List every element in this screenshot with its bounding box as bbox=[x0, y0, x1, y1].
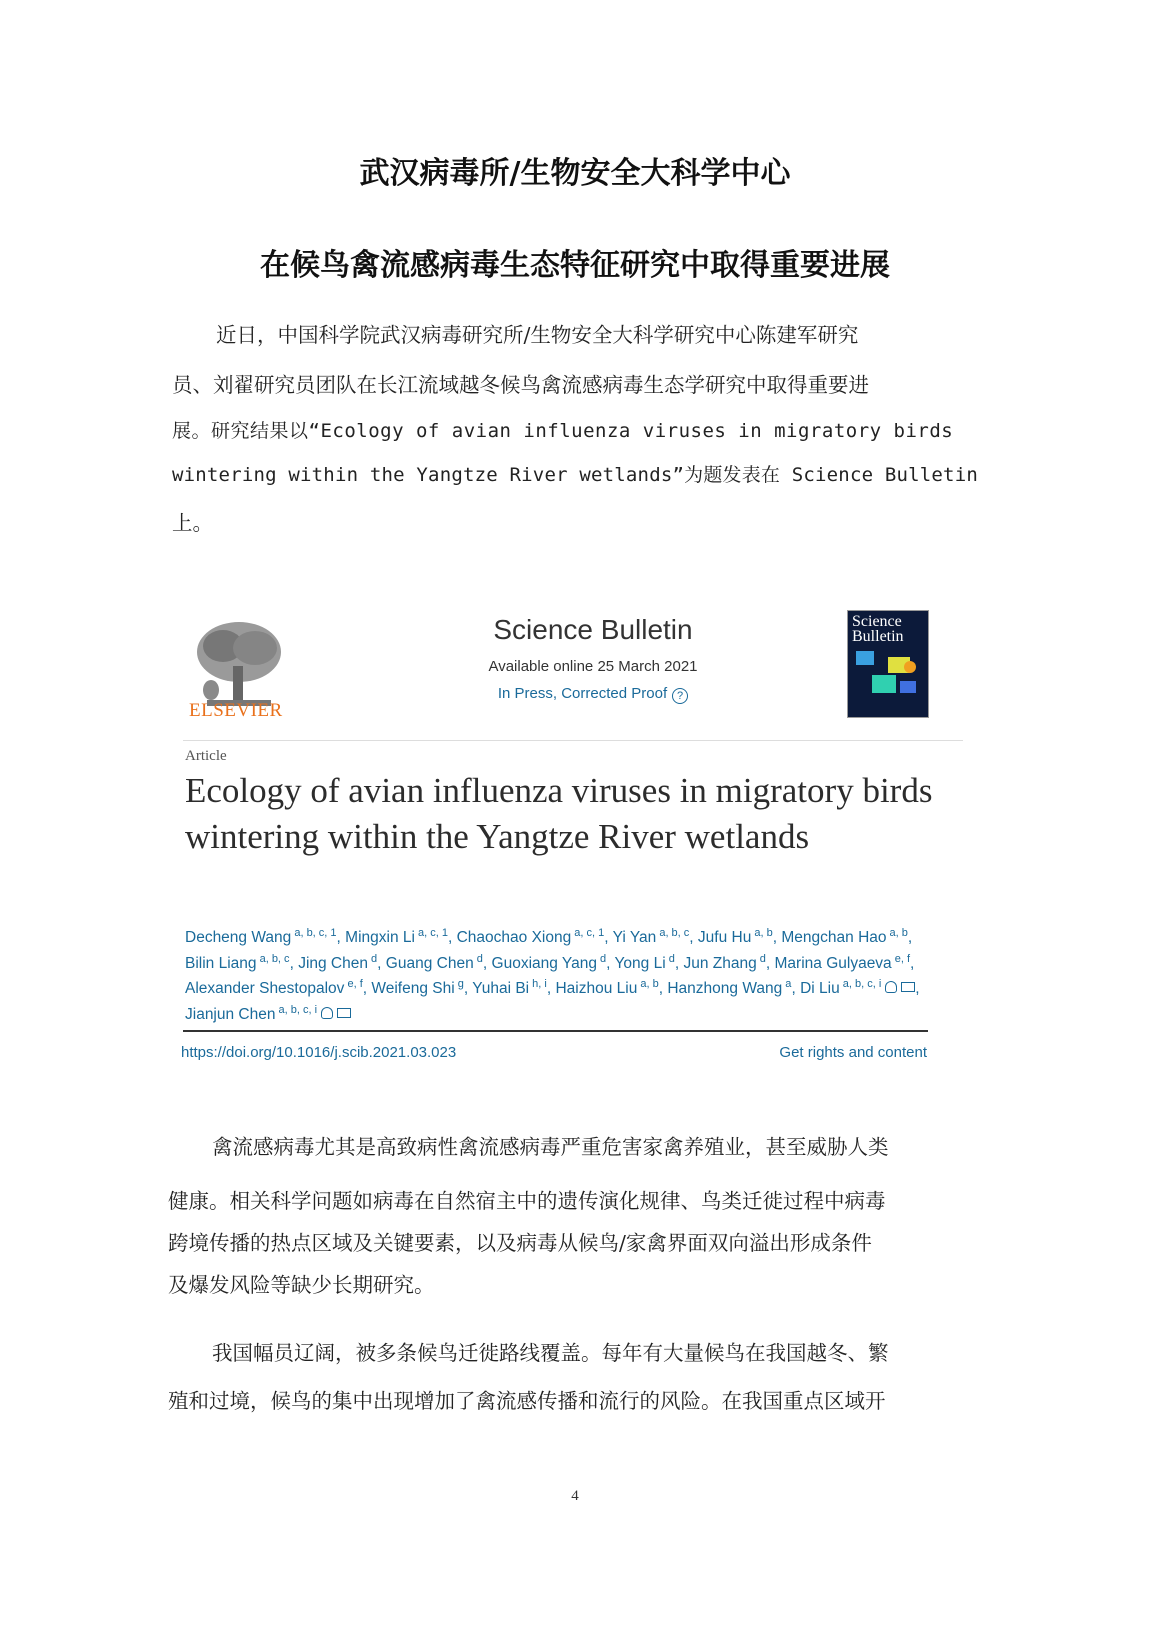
author-affiliation: d bbox=[756, 952, 766, 965]
paragraph-line: 健康。相关科学问题如病毒在自然宿主中的遗传演化规律、鸟类迁徙过程中病毒 bbox=[168, 1189, 886, 1213]
author-link[interactable] bbox=[667, 977, 792, 997]
author-name: Chaochao Xiong bbox=[456, 929, 572, 946]
author-name: Jianjun Chen bbox=[185, 1005, 276, 1023]
author-affiliation: a, c, 1 bbox=[414, 926, 448, 939]
author-name: Haizhou Liu bbox=[555, 980, 638, 997]
author-name: Jufu Hu bbox=[697, 929, 752, 946]
author-link[interactable] bbox=[612, 926, 690, 946]
author-name: Weifeng Shi bbox=[371, 980, 455, 997]
author-name: Yi Yan bbox=[612, 929, 657, 946]
journal-name-link[interactable]: Science Bulletin bbox=[493, 614, 693, 645]
author-name: Guang Chen bbox=[385, 954, 474, 972]
author-affiliation: d bbox=[473, 952, 483, 965]
author-affiliation: a, b bbox=[637, 977, 659, 990]
article-type-label: Article bbox=[185, 748, 227, 764]
author-name: Decheng Wang bbox=[185, 929, 292, 946]
cover-artwork bbox=[848, 611, 928, 717]
paragraph-line: 我国幅员辽阔，被多条候鸟迁徙路线覆盖。每年有大量候鸟在我国越冬、繁 bbox=[212, 1341, 889, 1365]
paragraph-line: 殖和过境，候鸟的集中出现增加了禽流感传播和流行的风险。在我国重点区域开 bbox=[168, 1389, 886, 1413]
author-link[interactable] bbox=[345, 926, 448, 946]
mail-icon bbox=[901, 982, 915, 992]
paragraph-line: wintering within the Yangtze River wetlands”为题发表在 Science Bulletin bbox=[172, 464, 978, 486]
author-affiliation: d bbox=[596, 952, 607, 965]
author-link[interactable] bbox=[555, 977, 659, 997]
author-link[interactable] bbox=[683, 952, 766, 972]
available-online-date: Available online 25 March 2021 bbox=[488, 658, 698, 675]
header-divider bbox=[183, 740, 963, 741]
author-affiliation: a, c, 1 bbox=[571, 926, 605, 939]
author-affiliation: e, f bbox=[344, 977, 363, 990]
author-link[interactable] bbox=[781, 926, 908, 946]
authors-divider bbox=[183, 1030, 928, 1032]
paragraph-line: 禽流感病毒尤其是高致病性禽流感病毒严重危害家禽养殖业，甚至威胁人类 bbox=[212, 1135, 889, 1159]
author-affiliation: a, b, c, 1 bbox=[291, 926, 337, 939]
author-link[interactable] bbox=[185, 977, 363, 997]
person-icon bbox=[321, 1007, 333, 1019]
author-name: Mengchan Hao bbox=[781, 929, 887, 946]
author-link[interactable] bbox=[697, 926, 773, 946]
article-title: Ecology of avian influenza viruses in migratory birds wintering within the Yangtze River wetlands bbox=[185, 771, 933, 856]
author-affiliation: a, b, c, i bbox=[275, 1003, 318, 1016]
author-affiliation: a, b bbox=[886, 926, 908, 939]
in-press-label: In Press, Corrected Proof bbox=[497, 685, 668, 702]
page-number: 4 bbox=[571, 1488, 579, 1504]
publisher-wordmark: ELSEVIER bbox=[189, 700, 283, 721]
author-name: Jing Chen bbox=[298, 954, 368, 972]
author-link[interactable] bbox=[491, 952, 607, 972]
help-icon[interactable]: ? bbox=[672, 688, 688, 704]
paragraph-line: 上。 bbox=[172, 511, 213, 535]
paragraph-line: 跨境传播的热点区域及关键要素，以及病毒从候鸟/家禽界面双向溢出形成条件 bbox=[168, 1231, 872, 1255]
author-link[interactable] bbox=[800, 977, 915, 997]
cover-title: Science Bulletin bbox=[852, 613, 904, 645]
author-name: Mingxin Li bbox=[345, 929, 415, 946]
author-affiliation: d bbox=[367, 952, 378, 965]
in-press-status[interactable] bbox=[383, 685, 803, 704]
article-card bbox=[183, 600, 963, 1120]
paragraph-line: 展。研究结果以“Ecology of avian influenza viruses in migratory birds bbox=[172, 420, 954, 442]
author-name: Di Liu bbox=[800, 980, 840, 997]
author-link[interactable] bbox=[385, 952, 483, 972]
author-name: Yong Li bbox=[614, 954, 666, 972]
paragraph-line: 及爆发风险等缺少长期研究。 bbox=[168, 1273, 435, 1297]
mail-icon bbox=[337, 1008, 351, 1018]
author-name: Guoxiang Yang bbox=[491, 954, 597, 972]
paragraph-line: 近日，中国科学院武汉病毒研究所/生物安全大科学研究中心陈建军研究 bbox=[216, 323, 859, 347]
author-affiliation: g bbox=[454, 977, 464, 990]
author-link[interactable] bbox=[456, 926, 605, 946]
author-link[interactable] bbox=[371, 977, 464, 997]
author-name: Jun Zhang bbox=[683, 954, 757, 972]
author-link[interactable] bbox=[185, 926, 337, 946]
author-affiliation: e, f bbox=[891, 952, 911, 965]
author-link[interactable] bbox=[472, 977, 547, 997]
author-link[interactable] bbox=[185, 1003, 351, 1023]
author-link[interactable] bbox=[774, 952, 911, 972]
author-list: Decheng Wang $^{a, b, c, 1}$, Mingxin Li $^{a, c, 1}$, Chaochao Xiong $^{a, c, 1}$, Yi Yan $^{a, b, c}$, Jufu Hu $^{a, b}$, Mengchan Hao $^{a, b}$, Bilin Liang $^{a, b, c}$, Jing Chen $^d$, Guang Chen $^d$, Guoxiang Yang $^d$, Yong Li $^d$, Jun Zhang $^d$, Marina Gulyaeva $^{e, f}$, Alexander Shestopalov $^{e, f}$, Weifeng Shi $^g$, Yuhai Bi $^{h, i}$, Haizhou Liu $^{a, b}$, Hanzhong Wang $^a$, Di Liu $^{a, b, c, i}$ , Jianjun Chen $^{a, b, c, i}$ bbox=[185, 926, 920, 1023]
author-name: Marina Gulyaeva bbox=[774, 954, 892, 972]
author-link[interactable] bbox=[185, 952, 290, 972]
author-affiliation: h, i bbox=[529, 977, 547, 990]
journal-cover-image[interactable] bbox=[847, 610, 929, 718]
author-affiliation: a bbox=[782, 977, 792, 990]
author-link[interactable] bbox=[614, 952, 675, 972]
author-affiliation: a, b, c bbox=[256, 952, 290, 965]
author-affiliation: a, b bbox=[751, 926, 773, 939]
author-name: Alexander Shestopalov bbox=[185, 980, 345, 997]
author-name: Bilin Liang bbox=[185, 954, 257, 972]
author-affiliation: d bbox=[665, 952, 675, 965]
author-affiliation: a, b, c, i bbox=[839, 977, 882, 990]
paragraph-line: 员、刘翟研究员团队在长江流域越冬候鸟禽流感病毒生态学研究中取得重要进 bbox=[172, 373, 869, 397]
author-name: Yuhai Bi bbox=[472, 980, 530, 997]
rights-link[interactable]: Get rights and content bbox=[779, 1044, 927, 1061]
author-link[interactable] bbox=[298, 952, 378, 972]
document-title-line-1: 武汉病毒所/生物安全大科学中心 bbox=[359, 156, 791, 191]
person-icon bbox=[885, 981, 897, 993]
document-title-line-2: 在候鸟禽流感病毒生态特征研究中取得重要进展 bbox=[260, 248, 890, 283]
journal-header bbox=[383, 600, 803, 704]
author-name: Hanzhong Wang bbox=[667, 980, 783, 997]
author-affiliation: a, b, c bbox=[656, 926, 690, 939]
doi-link[interactable]: https://doi.org/10.1016/j.scib.2021.03.023 bbox=[181, 1044, 457, 1061]
